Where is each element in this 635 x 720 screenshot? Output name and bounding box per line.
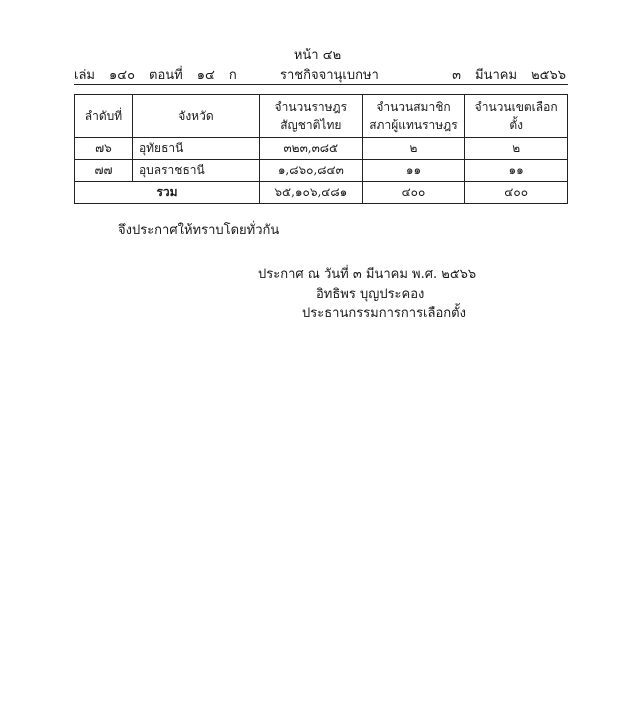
- table-row: [75, 160, 568, 182]
- header-province: จังหวัด: [132, 95, 259, 138]
- closing-statement: จึงประกาศให้ทราบโดยทั่วกัน: [118, 223, 280, 238]
- page-number: ๔๒: [322, 48, 342, 63]
- election-districts-table: [74, 94, 568, 204]
- section-letter: ก: [228, 68, 237, 83]
- row-no: ๗๖: [75, 138, 133, 160]
- row-no: ๗๗: [75, 160, 133, 182]
- date-day: ๓: [452, 68, 462, 83]
- header-mps-line1: จำนวนสมาชิก: [376, 100, 451, 114]
- table-row: [75, 138, 568, 160]
- row-province: อุบลราชธานี: [132, 160, 259, 182]
- row-population: ๓๒๓,๓๘๕: [259, 138, 362, 160]
- row-population: ๑,๘๖๐,๘๔๓: [259, 160, 362, 182]
- header-population: [259, 95, 362, 138]
- gazette-name: ราชกิจจานุเบกษา: [280, 68, 379, 83]
- page-label: หน้า: [293, 48, 319, 63]
- header-population-line1: จำนวนราษฎร: [274, 100, 348, 114]
- volume-issue: [74, 64, 251, 85]
- signatory-name: อิทธิพร บุญประคอง: [316, 287, 425, 302]
- row-mps: ๑๑: [362, 160, 465, 182]
- header-mps-line2: สภาผู้แทนราษฎร: [369, 118, 458, 132]
- gazette-header: [74, 64, 568, 85]
- volume-label: เล่ม: [74, 68, 95, 83]
- total-mps: ๔๐๐: [362, 182, 465, 204]
- volume-number: ๑๔๐: [108, 68, 136, 83]
- row-province: อุทัยธานี: [132, 138, 259, 160]
- header-no: ลำดับที่: [75, 95, 133, 138]
- header-mps: [362, 95, 465, 138]
- announcement-date: ประกาศ ณ วันที่ ๓ มีนาคม พ.ศ. ๒๕๖๖: [258, 267, 477, 282]
- row-districts: ๒: [465, 138, 568, 160]
- issue-number: ๑๔: [196, 68, 215, 83]
- signatory-title: ประธานกรรมการการเลือกตั้ง: [302, 306, 466, 321]
- table-header-row: [75, 95, 568, 138]
- date-month: มีนาคม: [475, 68, 518, 83]
- total-row: [75, 182, 568, 204]
- row-districts: ๑๑: [465, 160, 568, 182]
- issue-label: ตอนที่: [149, 68, 183, 83]
- row-mps: ๒: [362, 138, 465, 160]
- gazette-date: [438, 64, 566, 85]
- header-districts: จำนวนเขตเลือกตั้ง: [465, 95, 568, 138]
- date-year: ๒๕๖๖: [531, 68, 566, 83]
- total-districts: ๔๐๐: [465, 182, 568, 204]
- page-number-line: [0, 44, 635, 65]
- total-population: ๖๕,๑๐๖,๔๘๑: [259, 182, 362, 204]
- header-population-line2: สัญชาติไทย: [280, 118, 342, 132]
- total-label: รวม: [75, 182, 260, 204]
